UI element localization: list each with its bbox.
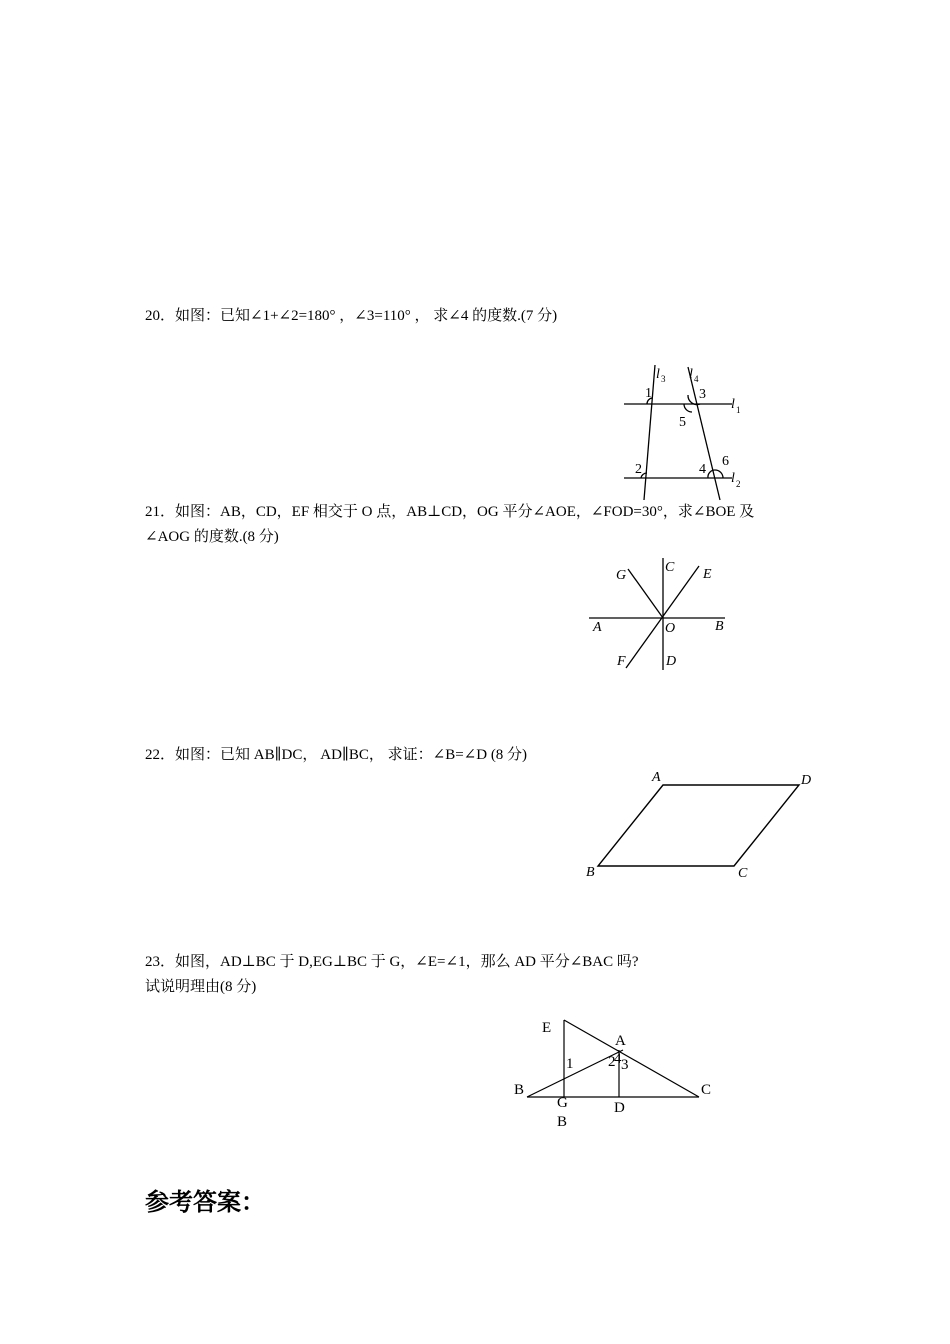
label-l3-sub: 3 [661,374,666,384]
label-l4-sub: 4 [694,374,699,384]
label-B-lower: B [557,1114,568,1130]
label-G: G [616,568,627,583]
label-l2-sub: 2 [736,479,741,489]
label-l1-sub: 1 [736,405,741,415]
label-D: D [666,654,677,669]
label-l4: l [689,367,693,382]
label-C: C [738,866,748,881]
label-C: C [665,560,675,575]
label-G: G [557,1095,568,1111]
label-l3: l [656,367,660,382]
label-A: A [615,1033,626,1049]
angle-3-label: 3 [699,387,706,402]
label-1: 1 [566,1056,574,1072]
label-B: B [586,865,595,880]
label-F: F [617,654,626,669]
label-E: E [703,567,712,582]
angle-6-arc [715,470,723,478]
label-C: C [701,1082,712,1098]
angle-5-arc [684,404,692,412]
angle-1-label: 1 [645,386,652,401]
label-l2: l [731,471,735,486]
question-21-line2: ∠AOG 的度数.(8 分) [145,529,279,545]
label-O: O [665,621,676,636]
angle-5-label: 5 [679,415,686,430]
figure-21-intersecting-lines [585,555,735,680]
label-3: 3 [621,1057,629,1073]
question-23-line1: 23．如图，AD⊥BC 于 D,EG⊥BC 于 G，∠E=∠1，那么 AD 平分∠BAC 吗? [145,954,639,970]
figure-23-triangle [505,1010,735,1135]
label-4: 4 [614,1051,622,1067]
parallelogram-abcd [598,785,799,866]
label-B: B [715,619,724,634]
segment-ec [564,1020,699,1097]
label-A: A [652,770,661,785]
angle-4-label: 4 [699,462,706,477]
label-D: D [801,773,812,788]
figure-20-parallel-lines [620,362,760,502]
ray-og [628,569,663,618]
answers-heading: 参考答案： [145,1187,265,1216]
figure-22-parallelogram [580,766,820,881]
angle-2-label: 2 [635,462,642,477]
label-l1: l [731,397,735,412]
label-B: B [514,1082,525,1098]
question-23-line2: 试说明理由(8 分) [145,979,257,995]
label-E: E [542,1020,552,1036]
label-2: 2 [608,1054,616,1070]
label-A: A [593,620,602,635]
question-20-text: 20．如图：已知∠1+∠2=180° ，∠3=110° ， 求∠4 的度数.(7 分) [145,308,558,324]
angle-6-label: 6 [722,454,729,469]
label-D: D [614,1100,625,1116]
question-22-text: 22．如图：已知 AB∥DC， AD∥BC， 求证：∠B=∠D (8 分) [145,747,528,763]
question-21-line1: 21．如图：AB，CD，EF 相交于 O 点，AB⊥CD，OG 平分∠AOE，∠FOD=30°，求∠BOE 及 [145,504,755,520]
